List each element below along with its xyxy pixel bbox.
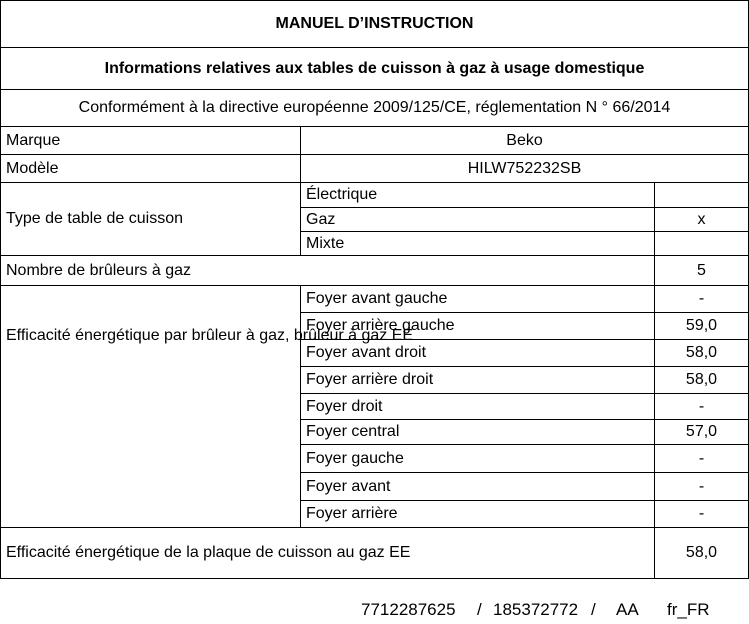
hob-type-mark: x	[655, 208, 749, 232]
model-label: Modèle	[1, 155, 301, 183]
document-subtitle: Informations relatives aux tables de cuisson à gaz à usage domestique	[1, 48, 749, 90]
burner-efficiency: 59,0	[655, 313, 749, 340]
burner-name: Foyer arrière	[301, 501, 655, 528]
model-row	[1, 155, 749, 183]
burner-efficiency: 58,0	[655, 340, 749, 367]
brand-value: Beko	[301, 127, 749, 155]
burner-count-row	[1, 256, 749, 286]
burner-efficiency: -	[655, 445, 749, 473]
directive-row	[1, 90, 749, 127]
title-row	[1, 1, 749, 48]
total-efficiency-row	[1, 528, 749, 579]
model-value: HILW752232SB	[301, 155, 749, 183]
burner-name: Foyer arrière droit	[301, 367, 655, 394]
burner-count-value: 5	[655, 256, 749, 286]
burner-count-label: Nombre de brûleurs à gaz	[1, 256, 655, 286]
burner-name: Foyer droit	[301, 394, 655, 420]
document-title: MANUEL D’INSTRUCTION	[1, 1, 749, 48]
footer-revision: AA	[616, 600, 639, 619]
burner-name: Foyer avant droit	[301, 340, 655, 367]
burner-row	[1, 286, 749, 313]
document-footer	[0, 600, 749, 624]
footer-separator: /	[477, 600, 482, 619]
total-efficiency-label: Efficacité énergétique de la plaque de cuisson au gaz EE	[1, 528, 655, 579]
footer-separator: /	[591, 600, 596, 619]
hob-type-row	[1, 183, 749, 208]
burner-name: Foyer arrière gauche	[301, 313, 655, 340]
burner-efficiency: 58,0	[655, 367, 749, 394]
subtitle-row	[1, 48, 749, 90]
burner-efficiency: -	[655, 501, 749, 528]
brand-label: Marque	[1, 127, 301, 155]
burner-efficiency: -	[655, 286, 749, 313]
burner-name: Foyer central	[301, 420, 655, 445]
directive-text: Conformément à la directive européenne 2009/125/CE, réglementation N ° 66/2014	[1, 90, 749, 127]
efficiency-label: Efficacité énergétique par brûleur à gaz, brûleur à gaz EE	[1, 286, 301, 528]
hob-type-option: Mixte	[301, 232, 655, 256]
hob-type-label: Type de table de cuisson	[1, 183, 301, 256]
burner-efficiency: -	[655, 394, 749, 420]
footer-locale: fr_FR	[667, 600, 710, 619]
burner-efficiency: -	[655, 473, 749, 501]
burner-name: Foyer avant	[301, 473, 655, 501]
total-efficiency-value: 58,0	[655, 528, 749, 579]
footer-code-2: 185372772	[493, 600, 579, 619]
burner-name: Foyer avant gauche	[301, 286, 655, 313]
brand-row	[1, 127, 749, 155]
footer-code-1: 7712287625	[361, 600, 456, 619]
hob-type-mark	[655, 232, 749, 256]
burner-name: Foyer gauche	[301, 445, 655, 473]
hob-type-option: Gaz	[301, 208, 655, 232]
hob-type-option: Électrique	[301, 183, 655, 208]
burner-efficiency: 57,0	[655, 420, 749, 445]
hob-type-mark	[655, 183, 749, 208]
